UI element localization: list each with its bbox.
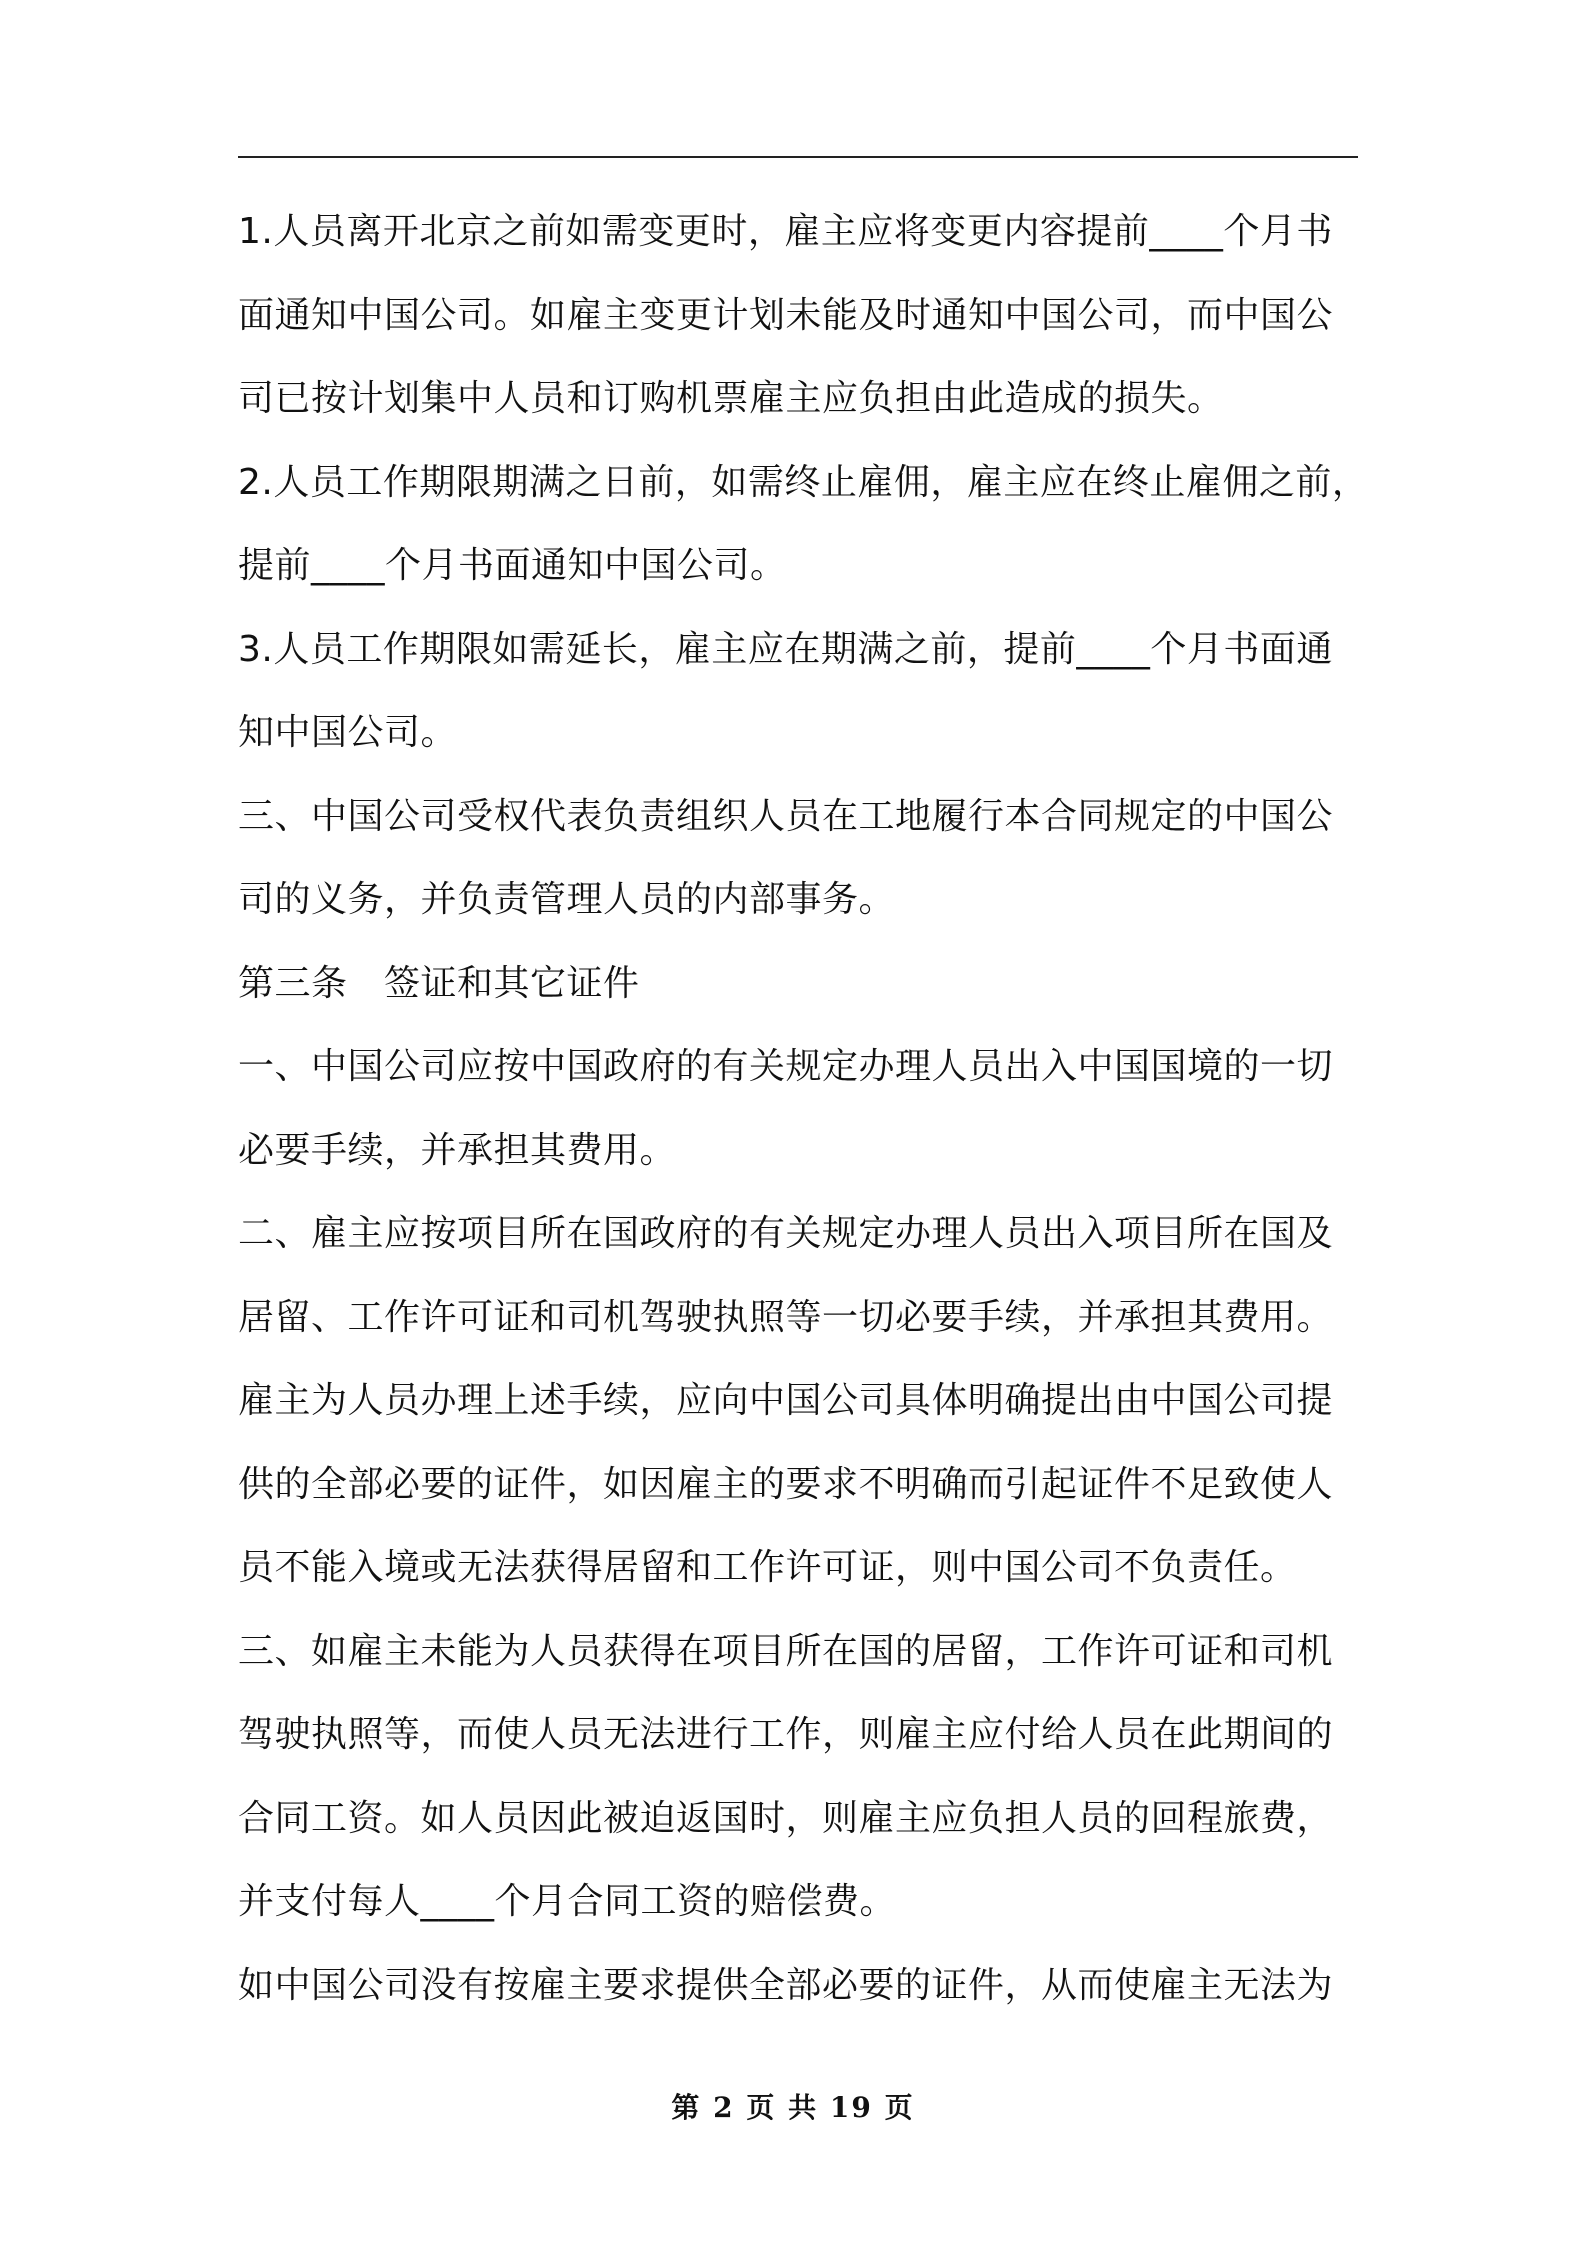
text-line: 二、雇主应按项目所在国政府的有关规定办理人员出入项目所在国及 xyxy=(238,1213,1334,1254)
text-line: 司已按计划集中人员和订购机票雇主应负担由此造成的损失。 xyxy=(238,378,1224,419)
text-line: 1.人员离开北京之前如需变更时，雇主应将变更内容提前____个月书 xyxy=(238,211,1333,252)
text-line: 三、中国公司受权代表负责组织人员在工地履行本合同规定的中国公 xyxy=(238,795,1334,837)
text-line: 驾驶执照等，而使人员无法进行工作，则雇主应付给人员在此期间的 xyxy=(238,1714,1334,1755)
header-rule xyxy=(238,156,1358,158)
section-heading: 第三条 签证和其它证件 xyxy=(238,962,640,1004)
text-line: 雇主为人员办理上述手续，应向中国公司具体明确提出由中国公司提 xyxy=(238,1380,1334,1421)
text-line: 一、中国公司应按中国政府的有关规定办理人员出入中国国境的一切 xyxy=(238,1046,1334,1087)
text-line: 三、如雇主未能为人员获得在项目所在国的居留，工作许可证和司机 xyxy=(238,1630,1334,1672)
text-line: 知中国公司。 xyxy=(238,712,458,753)
text-line: 如中国公司没有按雇主要求提供全部必要的证件，从而使雇主无法为 xyxy=(238,1964,1334,2006)
text-line: 合同工资。如人员因此被迫返国时，则雇主应负担人员的回程旅费， xyxy=(238,1797,1334,1839)
document-body xyxy=(238,190,1368,2027)
text-line: 司的义务，并负责管理人员的内部事务。 xyxy=(238,879,896,920)
text-line: 员不能入境或无法获得居留和工作许可证，则中国公司不负责任。 xyxy=(238,1547,1297,1588)
text-line: 居留、工作许可证和司机驾驶执照等一切必要手续，并承担其费用。 xyxy=(238,1296,1334,1338)
page-number: 第 2 页 共 19 页 xyxy=(671,2091,915,2124)
text-line: 3.人员工作期限如需延长，雇主应在期满之前，提前____个月书面通 xyxy=(238,628,1333,670)
text-line: 面通知中国公司。如雇主变更计划未能及时通知中国公司，而中国公 xyxy=(238,294,1334,336)
text-line: 提前____个月书面通知中国公司。 xyxy=(238,545,787,586)
text-line: 2.人员工作期限期满之日前，如需终止雇佣，雇主应在终止雇佣之前， xyxy=(238,461,1369,503)
text-line: 供的全部必要的证件，如因雇主的要求不明确而引起证件不足致使人 xyxy=(238,1463,1334,1505)
text-line: 必要手续，并承担其费用。 xyxy=(238,1129,677,1171)
text-line: 并支付每人____个月合同工资的赔偿费。 xyxy=(238,1881,897,1922)
